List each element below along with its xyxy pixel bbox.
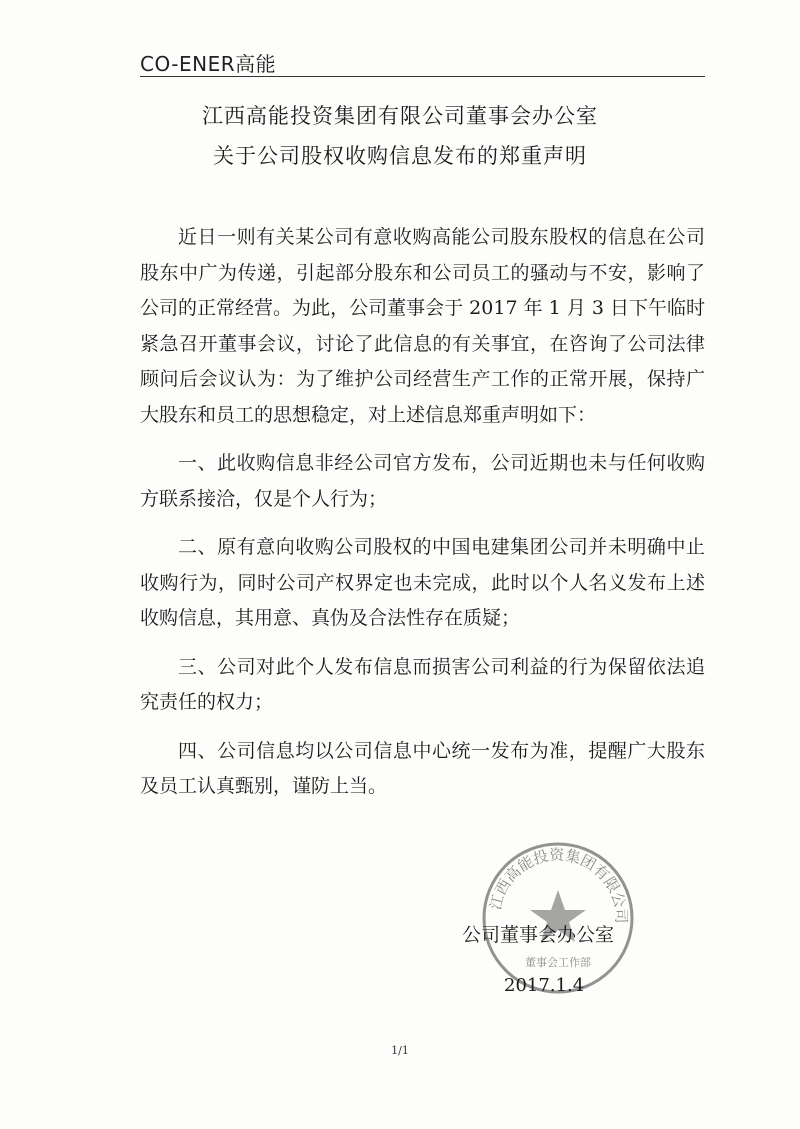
seal-inner-text: 董事会工作部 (525, 956, 591, 969)
document-title-line1: 江西高能投资集团有限公司董事会办公室 (202, 104, 598, 128)
signature-date: 2017.1.4 (504, 975, 585, 996)
paragraph-item-3: 三、公司对此个人发布信息而损害公司利益的行为保留依法追究责任的权力； (140, 655, 705, 713)
paragraph-item-1: 一、此收购信息非经公司官方发布，公司近期也未与任何收购方联系接洽，仅是个人行为； (140, 452, 705, 510)
document-body (140, 220, 705, 805)
company-seal-stamp (478, 838, 638, 998)
document-title-line2: 关于公司股权收购信息发布的郑重声明 (213, 144, 587, 168)
seal-text: 江西高能投资集团有限公司 (486, 845, 631, 924)
paragraph-item-4: 四、公司信息均以公司信息中心统一发布为准，提醒广大股东及员工认真甄别，谨防上当。 (140, 739, 705, 797)
header-divider (140, 76, 705, 77)
paragraph-item-2: 二、原有意向收购公司股权的中国电建集团公司并未明确中止收购行为，同时公司产权界定也未完成，此时以个人名义发布上述收购信息，其用意、真伪及合法性存在质疑； (140, 536, 705, 629)
paragraph-intro: 近日一则有关某公司有意收购高能公司股东股权的信息在公司股东中广为传递，引起部分股东和公司员工的骚动与不安，影响了公司的正常经营。为此，公司董事会于 2017 年 1 月 3 日下午临时紧急召开董事会议，讨论了此信息的有关事宜，在咨询了公司法律顾问后会议认为：为了维护公司经营生产工作的正常开展，保持广大股东和员工的思想稳定，对上述信息郑重声明如下： (140, 226, 705, 426)
svg-text:江西高能投资集团有限公司 (486, 846, 630, 924)
signature-line: 公司董事会办公室 (462, 924, 615, 946)
company-logo: CO-ENER高能 (140, 52, 277, 76)
page-number: 1/1 (391, 1044, 409, 1057)
